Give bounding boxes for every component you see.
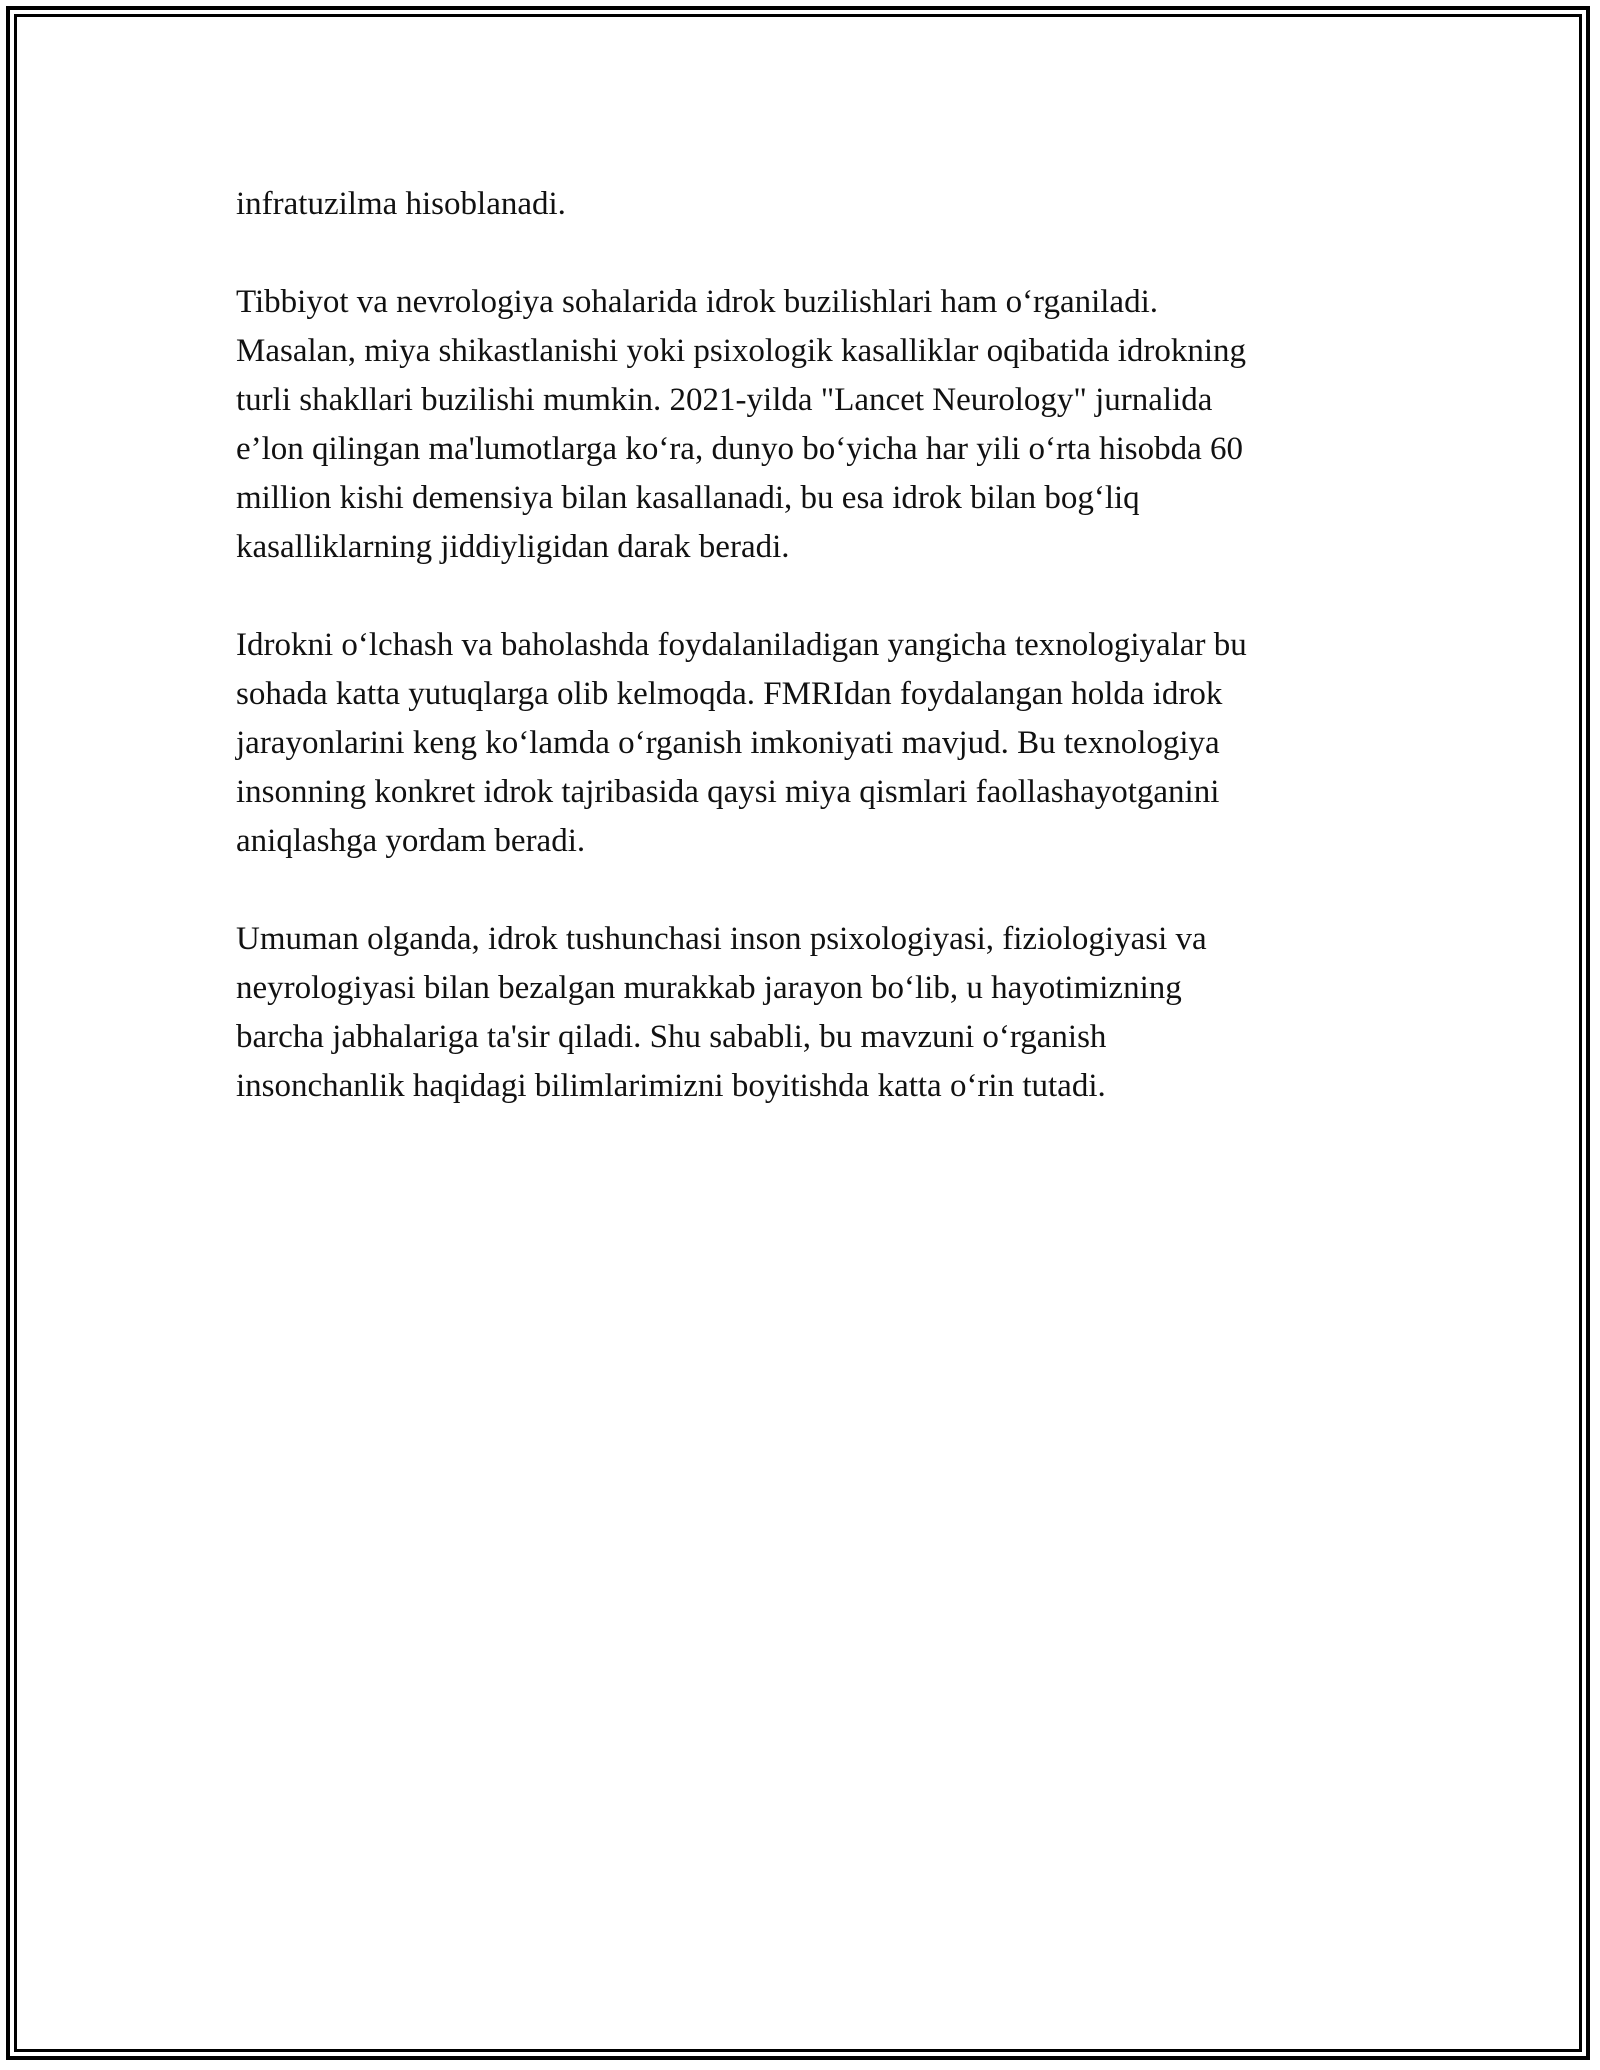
paragraph-continuation: infratuzilma hisoblanadi. bbox=[236, 186, 566, 222]
paragraph-new-technologies: Idrokni o‘lchash va baholashda foydalaniladigan yangicha texnologiyalar bu sohada katta yutuqlarga olib kelmoqda. FMRIdan foydalangan holda idrok jarayonlarini keng ko‘lamda o‘rganish imkoniyati mavjud. Bu texnologiya insonning konkret idrok tajribasida qaysi miya qismlari faollashayotganini aniqlashga yordam beradi. bbox=[236, 627, 1247, 859]
paragraph-conclusion: Umuman olganda, idrok tushunchasi inson psixologiyasi, fiziologiyasi va neyrologiyasi bilan bezalgan murakkab jarayon bo‘lib, u hayotimizning barcha jabhalariga ta'sir qiladi. Shu sababli, bu mavzuni o‘rganish insonchanlik haqidagi bilimlarimizni boyitishda katta o‘rin tutadi. bbox=[236, 921, 1207, 1104]
document-body bbox=[236, 180, 1376, 1160]
paragraph-medical-disorders: Tibbiyot va nevrologiya sohalarida idrok buzilishlari ham o‘rganiladi. Masalan, miya shikastlanishi yoki psixologik kasalliklar oqibatida idrokning turli shakllari buzilishi mumkin. 2021-yilda "Lancet Neurology" jurnalida e’lon qilingan ma'lumotlarga ko‘ra, dunyo bo‘yicha har yili o‘rta hisobda 60 million kishi demensiya bilan kasallanadi, bu esa idrok bilan bog‘liq kasalliklarning jiddiyligidan darak beradi. bbox=[236, 284, 1247, 565]
